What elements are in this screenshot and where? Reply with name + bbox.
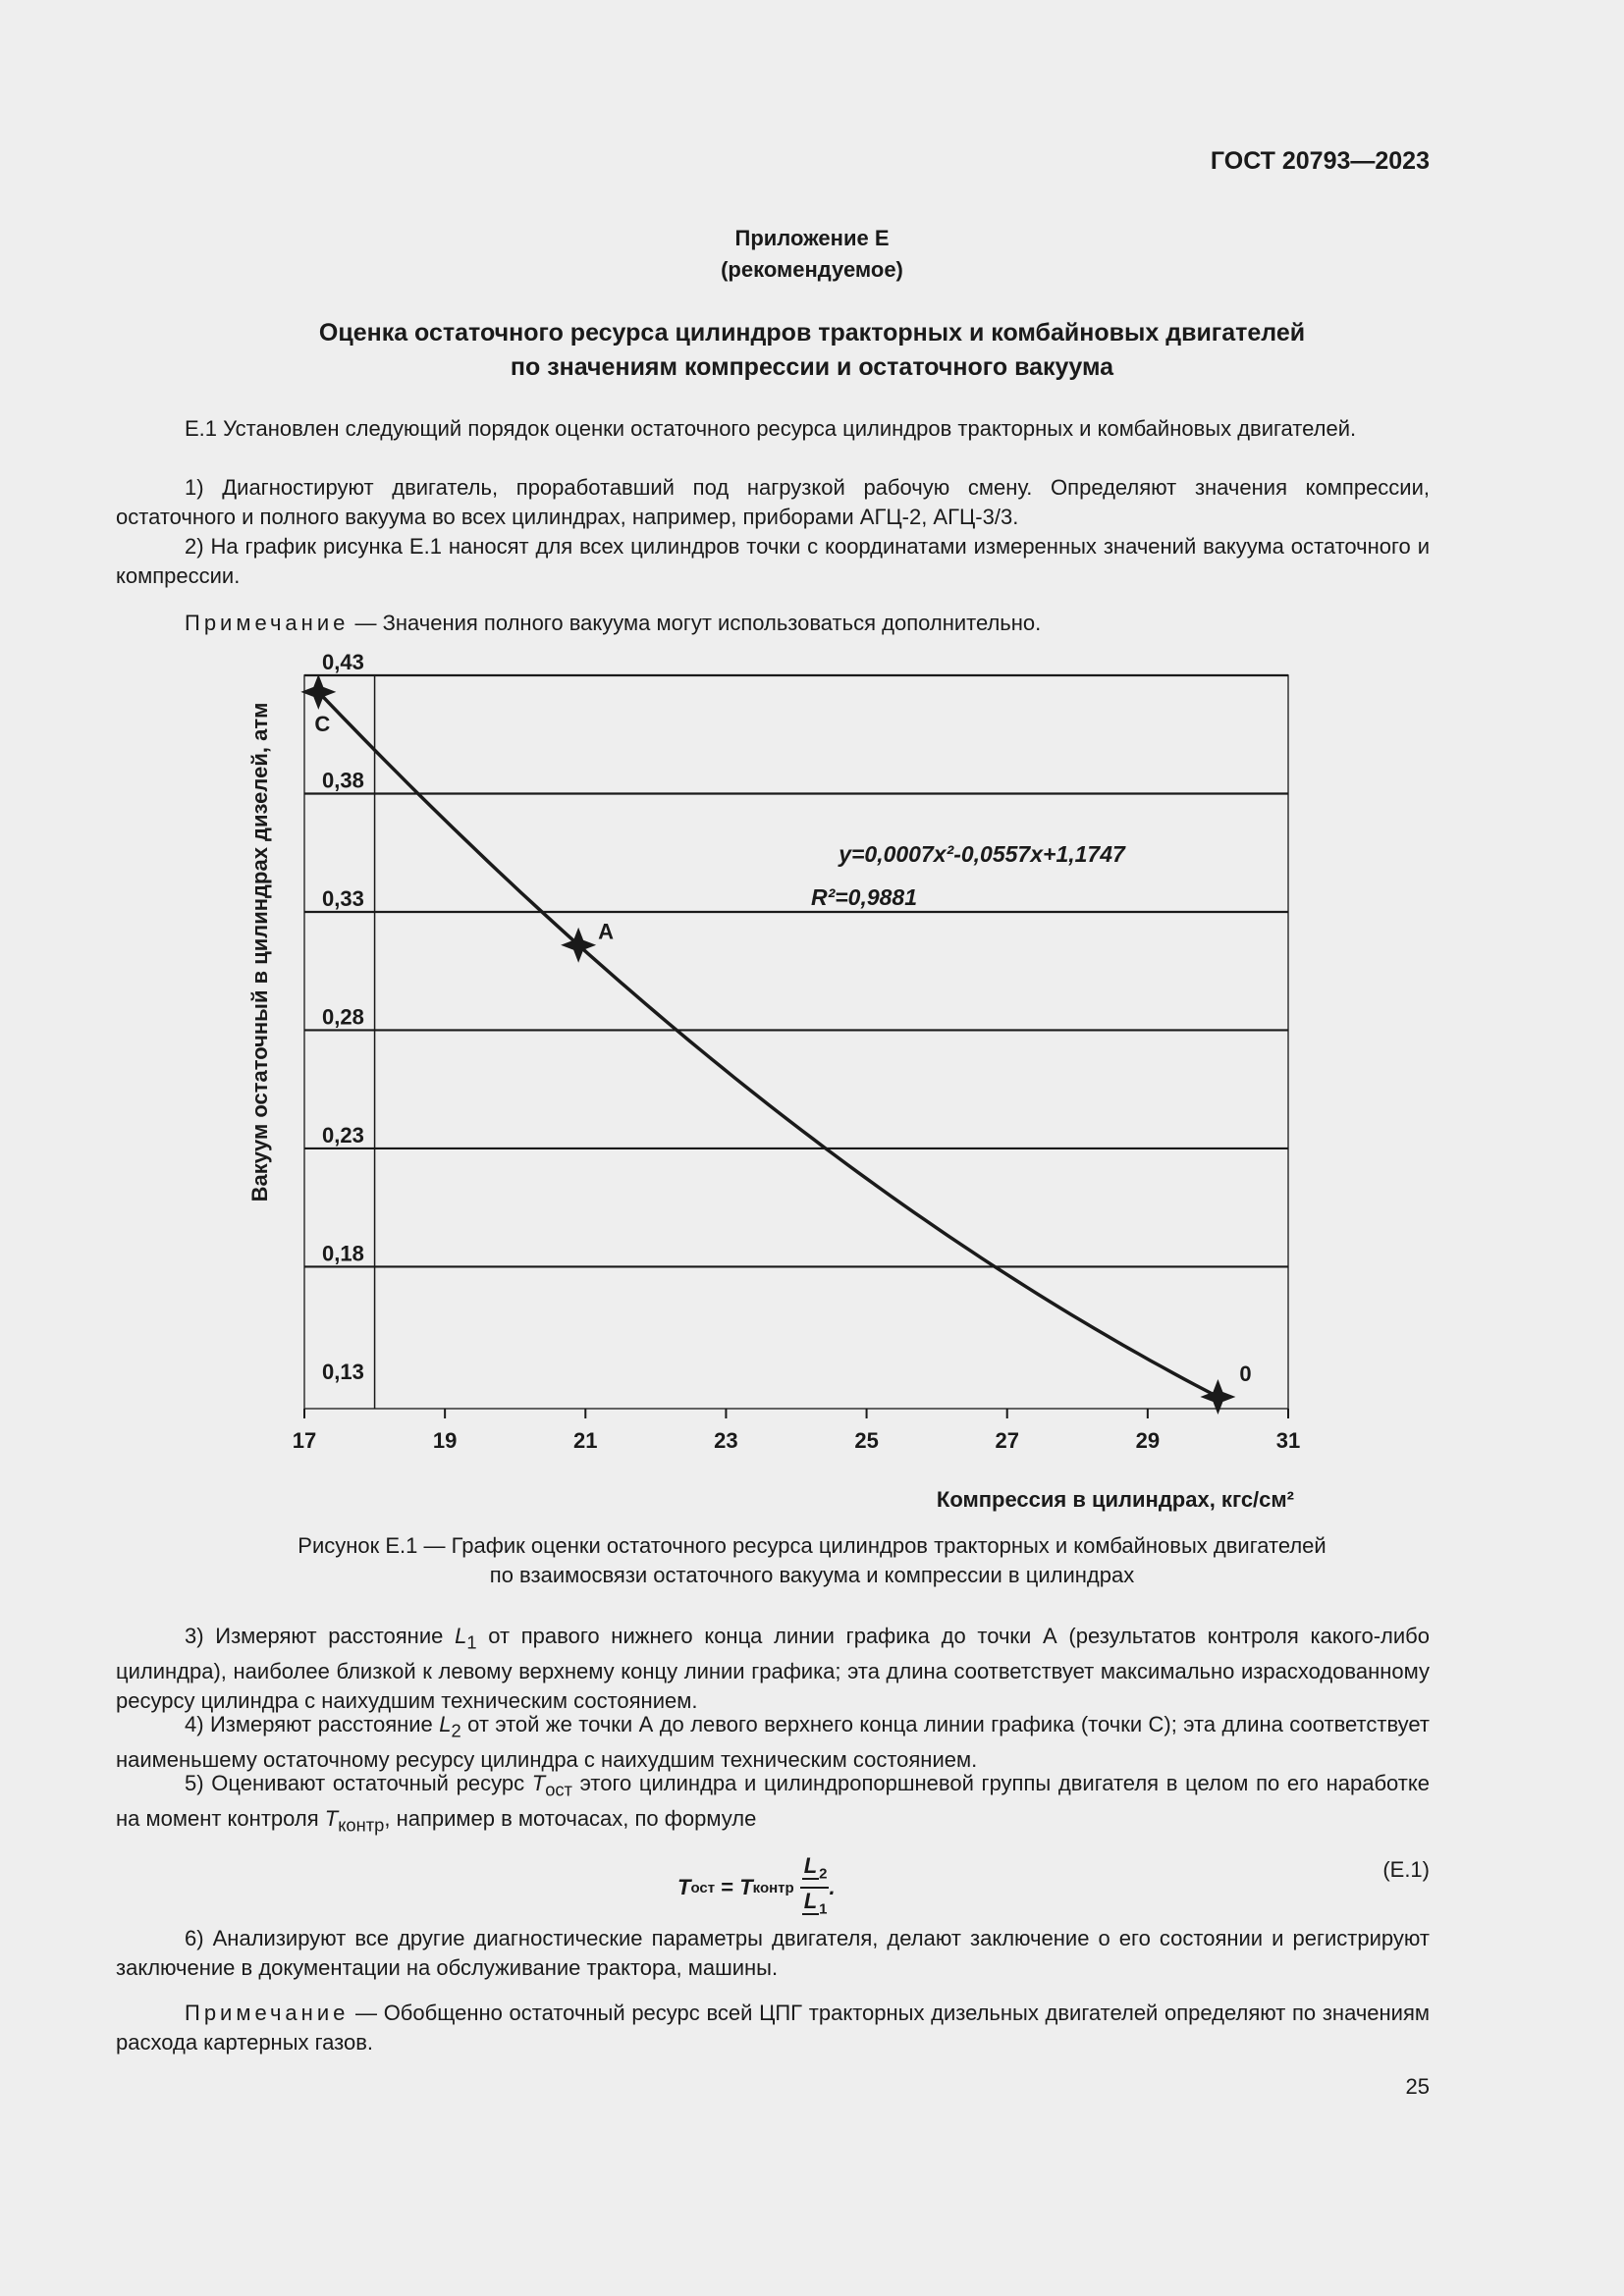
section-title-line-2: по значениям компрессии и остаточного вакуума <box>510 353 1114 381</box>
denominator-var: L <box>803 1889 818 1914</box>
var-l1: L <box>455 1624 467 1648</box>
y-tick-label: 0,13 <box>322 1359 364 1384</box>
regression-equation: y=0,0007x²-0,0557x+1,1747 <box>839 841 1125 867</box>
var-t-kontr-sub: контр <box>338 1814 385 1836</box>
formula-rhs: T <box>739 1875 753 1900</box>
formula-fraction <box>800 1853 830 1923</box>
figure-caption-line-2: по взаимосвязи остаточного вакуума и компрессии в цилиндрах <box>489 1563 1135 1587</box>
x-tick-label: 19 <box>432 1428 458 1453</box>
formula-numerator <box>800 1853 830 1889</box>
formula-lhs-sub: ост <box>690 1879 716 1896</box>
note-2-label: Примечание <box>185 2001 350 2025</box>
paragraph-step-3 <box>116 1622 1430 1716</box>
x-tick-label: 17 <box>292 1428 317 1453</box>
note-1 <box>116 609 1430 638</box>
formula-denominator <box>802 1889 828 1922</box>
y-tick-label: 0,23 <box>322 1122 364 1148</box>
note-2 <box>116 1999 1430 2057</box>
numerator-var: L <box>803 1853 818 1878</box>
standard-number: ГОСТ 20793—2023 <box>1210 147 1430 175</box>
x-tick-label: 25 <box>854 1428 879 1453</box>
paragraph-step-5 <box>116 1769 1430 1841</box>
page-number: 25 <box>1405 2074 1430 2099</box>
section-title-line-1: Оценка остаточного ресурса цилиндров тракторных и комбайновых двигателей <box>318 319 1306 347</box>
formula-lhs: T <box>677 1875 691 1900</box>
var-l2: L <box>439 1712 452 1736</box>
note-1-label: Примечание <box>185 611 350 635</box>
note-2-text: — Обобщенно остаточный ресурс всей ЦПГ тракторных дизельных двигателей определяют по значениям расхода картерных газов. <box>116 2001 1430 2055</box>
var-l2-sub: 2 <box>451 1720 461 1741</box>
x-tick-labels <box>293 1409 1300 1453</box>
r-squared: R²=0,9881 <box>810 884 918 910</box>
chart-points <box>300 674 1251 1415</box>
var-t-kontr: T <box>324 1806 339 1832</box>
figure-caption-line-1: Рисунок Е.1 — График оценки остаточного ресурса цилиндров тракторных и комбайновых двигателей <box>298 1533 1326 1558</box>
paragraph-step-2: 2) На график рисунка Е.1 наносят для всех цилиндров точки с координатами измеренных значений вакуума остаточного и компрессии. <box>116 534 1430 588</box>
x-tick-label: 27 <box>995 1428 1019 1453</box>
note-1-text: — Значения полного вакуума могут использоваться дополнительно. <box>349 611 1042 635</box>
step-5-text-a: 5) Оценивают остаточный ресурс <box>185 1771 532 1795</box>
plot-frame <box>304 675 1288 1409</box>
var-l1-sub: 1 <box>466 1631 477 1653</box>
paragraph-step-6: 6) Анализируют все другие диагностические параметры двигателя, делают заключение о его состоянии и регистрируют заключение в документации на обслуживание трактора, машины. <box>116 1926 1430 1980</box>
step-4-text-b: от этой же точки А до левого верхнего конца линии графика (точки С); эта длина соответствует наименьшему остаточному ресурсу цилиндра с наихудшим техническим состоянием. <box>116 1712 1430 1773</box>
denominator-sub: 1 <box>819 1900 828 1918</box>
regression-curve <box>318 692 1218 1397</box>
formula-rhs-sub: контр <box>752 1879 794 1896</box>
y-tick-label: 0,18 <box>322 1241 364 1266</box>
x-tick-label: 23 <box>714 1428 738 1453</box>
y-axis-label: Вакуум остаточный в цилиндрах дизелей, атм <box>247 702 272 1202</box>
y-tick-label: 0,28 <box>322 1004 364 1030</box>
x-tick-label: 21 <box>573 1428 598 1453</box>
paragraph-e1: Е.1 Установлен следующий порядок оценки остаточного ресурса цилиндров тракторных и комбайновых двигателей. <box>185 416 1357 441</box>
var-t-ost: T <box>531 1771 546 1795</box>
annex-status: (рекомендуемое) <box>721 257 903 282</box>
formula-number: (Е.1) <box>1382 1857 1430 1882</box>
numerator-sub: 2 <box>819 1865 828 1883</box>
y-tick-label: 0,38 <box>322 768 364 793</box>
formula-e1 <box>677 1853 836 1923</box>
point-label: 0 <box>1239 1361 1252 1386</box>
point-label: C <box>314 711 331 736</box>
formula-equals: = <box>715 1875 740 1900</box>
x-tick-label: 29 <box>1135 1428 1161 1453</box>
residual-resource-chart <box>0 648 1624 1531</box>
step-5-text-b: этого цилиндра и цилиндропоршневой группы двигателя в целом по его наработке на момент контроля <box>116 1771 1430 1832</box>
paragraph-step-4 <box>116 1710 1430 1775</box>
step-3-text-b: от правого нижнего конца линии графика до точки А (результатов контроля какого-либо цилиндра), наиболее близкой к левому верхнему концу линии графика; эта длина соответствует максимально израсходованному ресурсу цилиндра с наихудшим техническим состоянием. <box>116 1624 1431 1714</box>
step-3-text-a: 3) Измеряют расстояние <box>185 1624 456 1648</box>
y-tick-labels <box>322 650 364 1384</box>
step-5-text-c: , например в моточасах, по формуле <box>384 1806 757 1832</box>
point-label: A <box>598 919 615 944</box>
step-4-text-a: 4) Измеряют расстояние <box>185 1712 440 1736</box>
x-axis-label: Компрессия в цилиндрах, кгс/см² <box>936 1487 1294 1512</box>
chart-grid <box>304 675 1288 1409</box>
formula-period: . <box>829 1875 836 1900</box>
paragraph-step-1: 1) Диагностируют двигатель, проработавший под нагрузкой рабочую смену. Определяют значения компрессии, остаточного и полного вакуума во всех цилиндрах, например, приборами АГЦ-2, АГЦ-3/3. <box>116 475 1430 529</box>
var-t-ost-sub: ост <box>545 1779 572 1800</box>
x-tick-label: 31 <box>1275 1428 1301 1453</box>
y-tick-label: 0,33 <box>322 885 364 911</box>
y-tick-label: 0,43 <box>322 650 364 674</box>
annex-name: Приложение Е <box>734 226 890 250</box>
